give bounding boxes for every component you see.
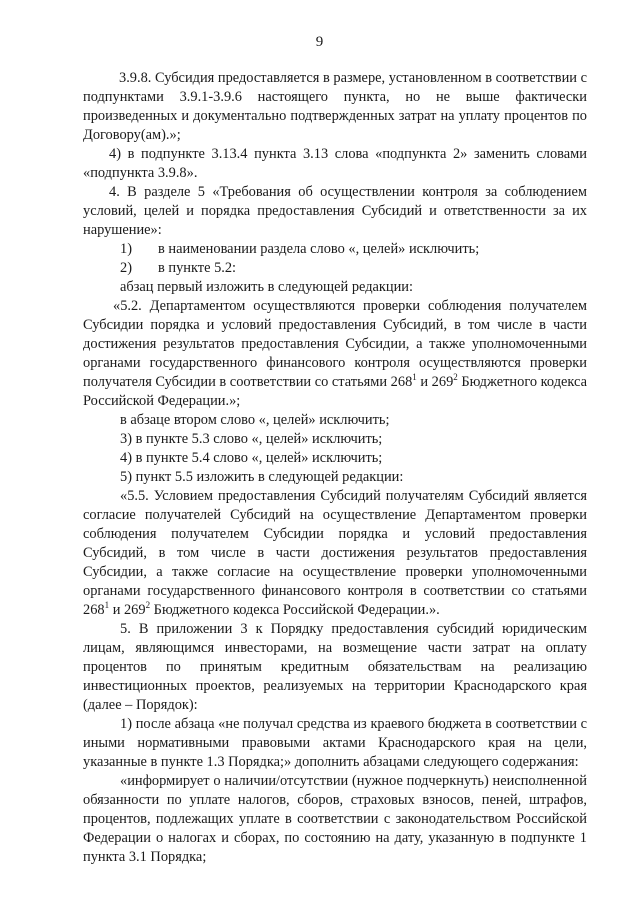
paragraph-item-4-subpoint: 4) в подпункте 3.13.4 пункта 3.13 слова «подпункта 2» заменить словами «подпункта 3.9.8». [83, 146, 587, 181]
superscript: 1 [104, 600, 110, 611]
paragraph-informs: «информирует о наличии/отсутствии (нужное подчеркнуть) неисполненной обязанности по уплате налогов, сборов, страховых взносов, пеней, штрафов, процентов, подлежащих уплате в соответствии с законодательством Российской Федерации о налогах и сборах, по состоянию на дату, указанную в подпункте 1 пункта 3.1 Порядка; [83, 773, 587, 865]
paragraph-first-abzac: абзац первый изложить в следующей редакции: [120, 279, 414, 295]
list-item-text: пункт 5.5 изложить в следующей редакции: [135, 469, 404, 485]
list-item-number: 2) [120, 260, 132, 276]
list-item-2 [83, 259, 587, 278]
paragraph-3-9-8: 3.9.8. Субсидия предоставляется в размере, установленном в соответствии с подпунктами 3.9.1-3.9.6 настоящего пункта, но не выше фактически произведенных и документально подтвержденных затрат на уплату процентов по Договору(ам).»; [83, 70, 587, 143]
paragraph-after-abzac: 1) после абзаца «не получал средства из краевого бюджета в соответствии с иными нормативными правовыми актами Краснодарского края на цели, указанные в пункте 1.3 Порядка;» дополнить абзацами следующего содержания: [83, 716, 587, 770]
paragraph-second-abzac: в абзаце втором слово «, целей» исключить; [120, 412, 390, 428]
superscript: 1 [412, 372, 417, 383]
list-item-number: 3) [120, 431, 132, 447]
quote-text-part: Бюджетного кодекса Российской Федерации.»; [83, 374, 588, 409]
page-number: 9 [315, 34, 324, 50]
quote-paragraph-5-2 [83, 297, 587, 411]
paragraph-section-4: 4. В разделе 5 «Требования об осуществлении контроля за соблюдением условий, целей и порядка предоставления Субсидий и ответственности за их нарушение»: [83, 184, 587, 238]
quote-text-part: «5.2. Департаментом осуществляются проверки соблюдения получателем Субсидии порядка и условий предоставления Субсидий, в том числе в части достижения результатов предоставления Субсидии, а также уполномоченными органами государственного финансового контроля осуществляются проверки получателя Субсидии в соответствии со статьями 268 [83, 298, 587, 390]
quote-text-part: и 269 [109, 602, 146, 618]
list-item-text: в пункте 5.4 слово «, целей» исключить; [135, 450, 383, 466]
quote-paragraph-5-5 [83, 487, 587, 620]
list-item-text: в пункте 5.2: [158, 260, 237, 276]
list-item-3 [83, 430, 587, 449]
list-item-5 [83, 468, 587, 487]
list-item-number: 5) [120, 469, 132, 485]
superscript: 2 [453, 372, 458, 383]
list-item-4 [83, 449, 587, 468]
list-item-number: 4) [120, 450, 132, 466]
quote-text-part: и 269 [416, 374, 454, 390]
quote-text-part: «5.5. Условием предоставления Субсидий получателям Субсидий является согласие получателей Субсидий на осуществление Департаментом проверки соблюдения получателем Субсидии порядка и условий предоставления Субсидий, в том числе в части достижения результатов предоставления Субсидии, а также согласие на осуществление проверки уполномоченными органами государственного финансового контроля в соответствии со статьями 268 [83, 488, 587, 618]
quote-text-part: Бюджетного кодекса Российской Федерации.». [150, 602, 440, 618]
list-item-text: в наименовании раздела слово «, целей» исключить; [158, 241, 480, 257]
list-item-1 [83, 240, 587, 259]
list-item-text: в пункте 5.3 слово «, целей» исключить; [135, 431, 383, 447]
document-body [83, 69, 587, 867]
paragraph-section-5-appendix: 5. В приложении 3 к Порядку предоставления субсидий юридическим лицам, являющимся инвесторами, на возмещение части затрат на оплату процентов по принятым кредитным обязательствам на реализацию инвестиционных проектов, реализуемых на территории Краснодарского края (далее – Порядок): [83, 621, 587, 713]
list-item-number: 1) [120, 241, 132, 257]
superscript: 2 [145, 600, 151, 611]
